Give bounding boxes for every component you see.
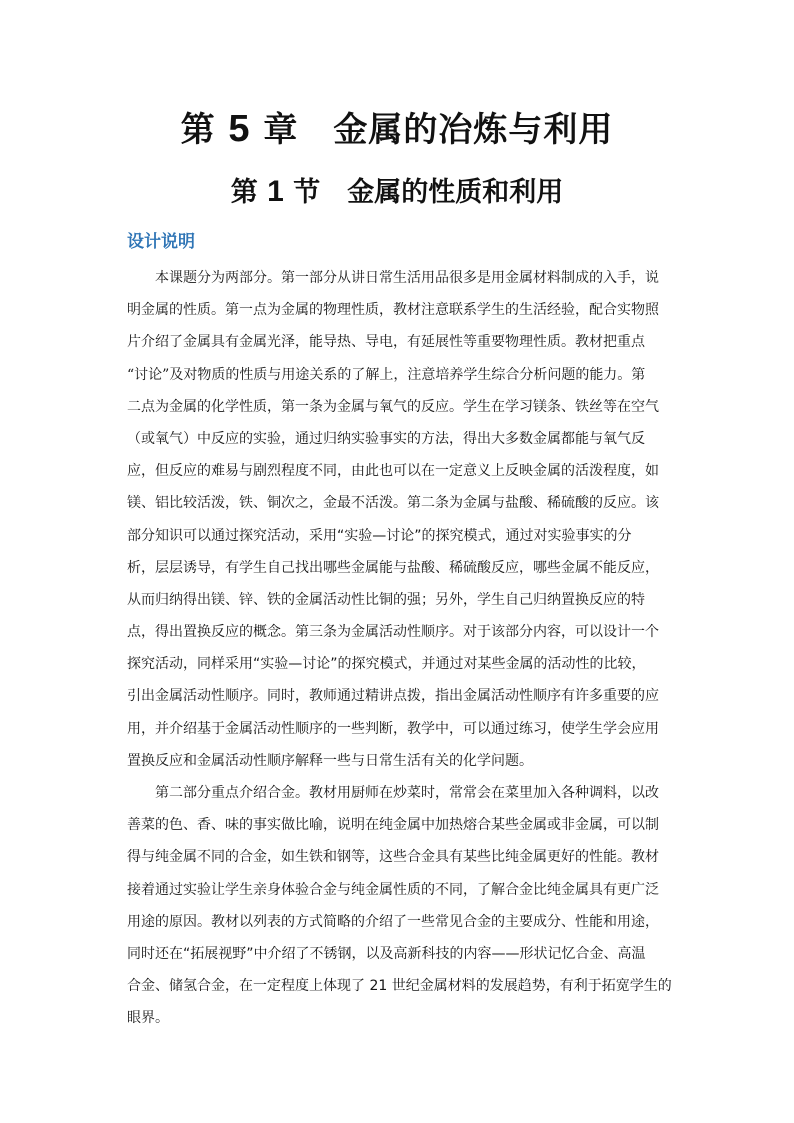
chapter-number: 5 <box>228 108 251 150</box>
paragraph-line: 探究活动，同样采用“实验—讨论”的探究模式，并通过对某些金属的活动性的比较， <box>127 656 646 673</box>
paragraph-line: 得与纯金属不同的合金，如生铁和钢等，这些合金具有某些比纯金属更好的性能。教材 <box>127 849 659 866</box>
section-title-text: 节 金属的性质和利用 <box>293 177 564 208</box>
paragraph-line: 善菜的色、香、味的事实做比喻，说明在纯金属中加热熔合某些金属或非金属，可以制 <box>127 817 659 834</box>
paragraph-line: 用途的原因。教材以列表的方式简略的介绍了一些常见合金的主要成分、性能和用途， <box>127 913 659 930</box>
paragraph-line: 用，并介绍基于金属活动性顺序的一些判断，教学中，可以通过练习，使学生学会应用 <box>127 720 659 737</box>
paragraph-line: 从而归纳得出镁、锌、铁的金属活动性比铜的强；另外，学生自己归纳置换反应的特 <box>127 591 645 608</box>
chapter-title-text: 章 金属的冶炼与利用 <box>263 110 614 150</box>
paragraph-line: 置换反应和金属活动性顺序解释一些与日常生活有关的化学问题。 <box>127 752 533 769</box>
paragraph-line: 合金、储氢合金，在一定程度上体现了 21 世纪金属材料的发展趋势，有利于拓宽学生的 <box>127 978 672 995</box>
chapter-title <box>0 104 794 155</box>
section-number: 1 <box>267 175 284 208</box>
paragraph-line: 镁、铝比较活泼，铁、铜次之，金最不活泼。第二条为金属与盐酸、稀硫酸的反应。该 <box>127 495 659 512</box>
paragraph-line: 接着通过实验让学生亲身体验合金与纯金属性质的不同，了解合金比纯金属具有更广泛 <box>127 881 659 898</box>
section-title-prefix: 第 <box>230 177 258 208</box>
paragraph-line: “讨论”及对物质的性质与用途关系的了解上，注意培养学生综合分析问题的能力。第 <box>127 366 646 383</box>
paragraph-line: 应，但反应的难易与剧烈程度不同，由此也可以在一定意义上反映金属的活泼程度，如 <box>127 463 659 480</box>
paragraph-line: 点，得出置换反应的概念。第三条为金属活动性顺序。对于该部分内容，可以设计一个 <box>127 624 659 641</box>
paragraph-line: 片介绍了金属具有金属光泽，能导热、导电，有延展性等重要物理性质。教材把重点 <box>127 334 645 351</box>
section-title <box>0 170 794 215</box>
paragraph-line: 明金属的性质。第一点为金属的物理性质，教材注意联系学生的生活经验，配合实物照 <box>127 302 659 319</box>
paragraph-line: 同时还在“拓展视野”中介绍了不锈钢，以及高新科技的内容——形状记忆合金、高温 <box>127 945 646 962</box>
body-text <box>127 262 672 1035</box>
chapter-title-prefix: 第 <box>180 110 216 150</box>
paragraph-line: 第二部分重点介绍合金。教材用厨师在炒菜时，常常会在菜里加入各种调料，以改 <box>155 785 659 801</box>
paragraph-line: 二点为金属的化学性质，第一条为金属与氧气的反应。学生在学习镁条、铁丝等在空气 <box>127 398 659 415</box>
paragraph-line: 眼界。 <box>127 1010 169 1027</box>
paragraph-line: 引出金属活动性顺序。同时，教师通过精讲点拨，指出金属活动性顺序有许多重要的应 <box>127 688 659 705</box>
paragraph-line: 析，层层诱导，有学生自己找出哪些金属能与盐酸、稀硫酸反应，哪些金属不能反应， <box>127 559 659 576</box>
paragraph-line: 本课题分为两部分。第一部分从讲日常生活用品很多是用金属材料制成的入手，说 <box>155 270 659 286</box>
paragraph-line: 部分知识可以通过探究活动，采用“实验—讨论”的探究模式，通过对实验事实的分 <box>127 527 632 544</box>
design-notes-heading: 设计说明 <box>127 232 195 252</box>
paragraph-line: （或氧气）中反应的实验，通过归纳实验事实的方法，得出大多数金属都能与氧气反 <box>127 430 645 447</box>
